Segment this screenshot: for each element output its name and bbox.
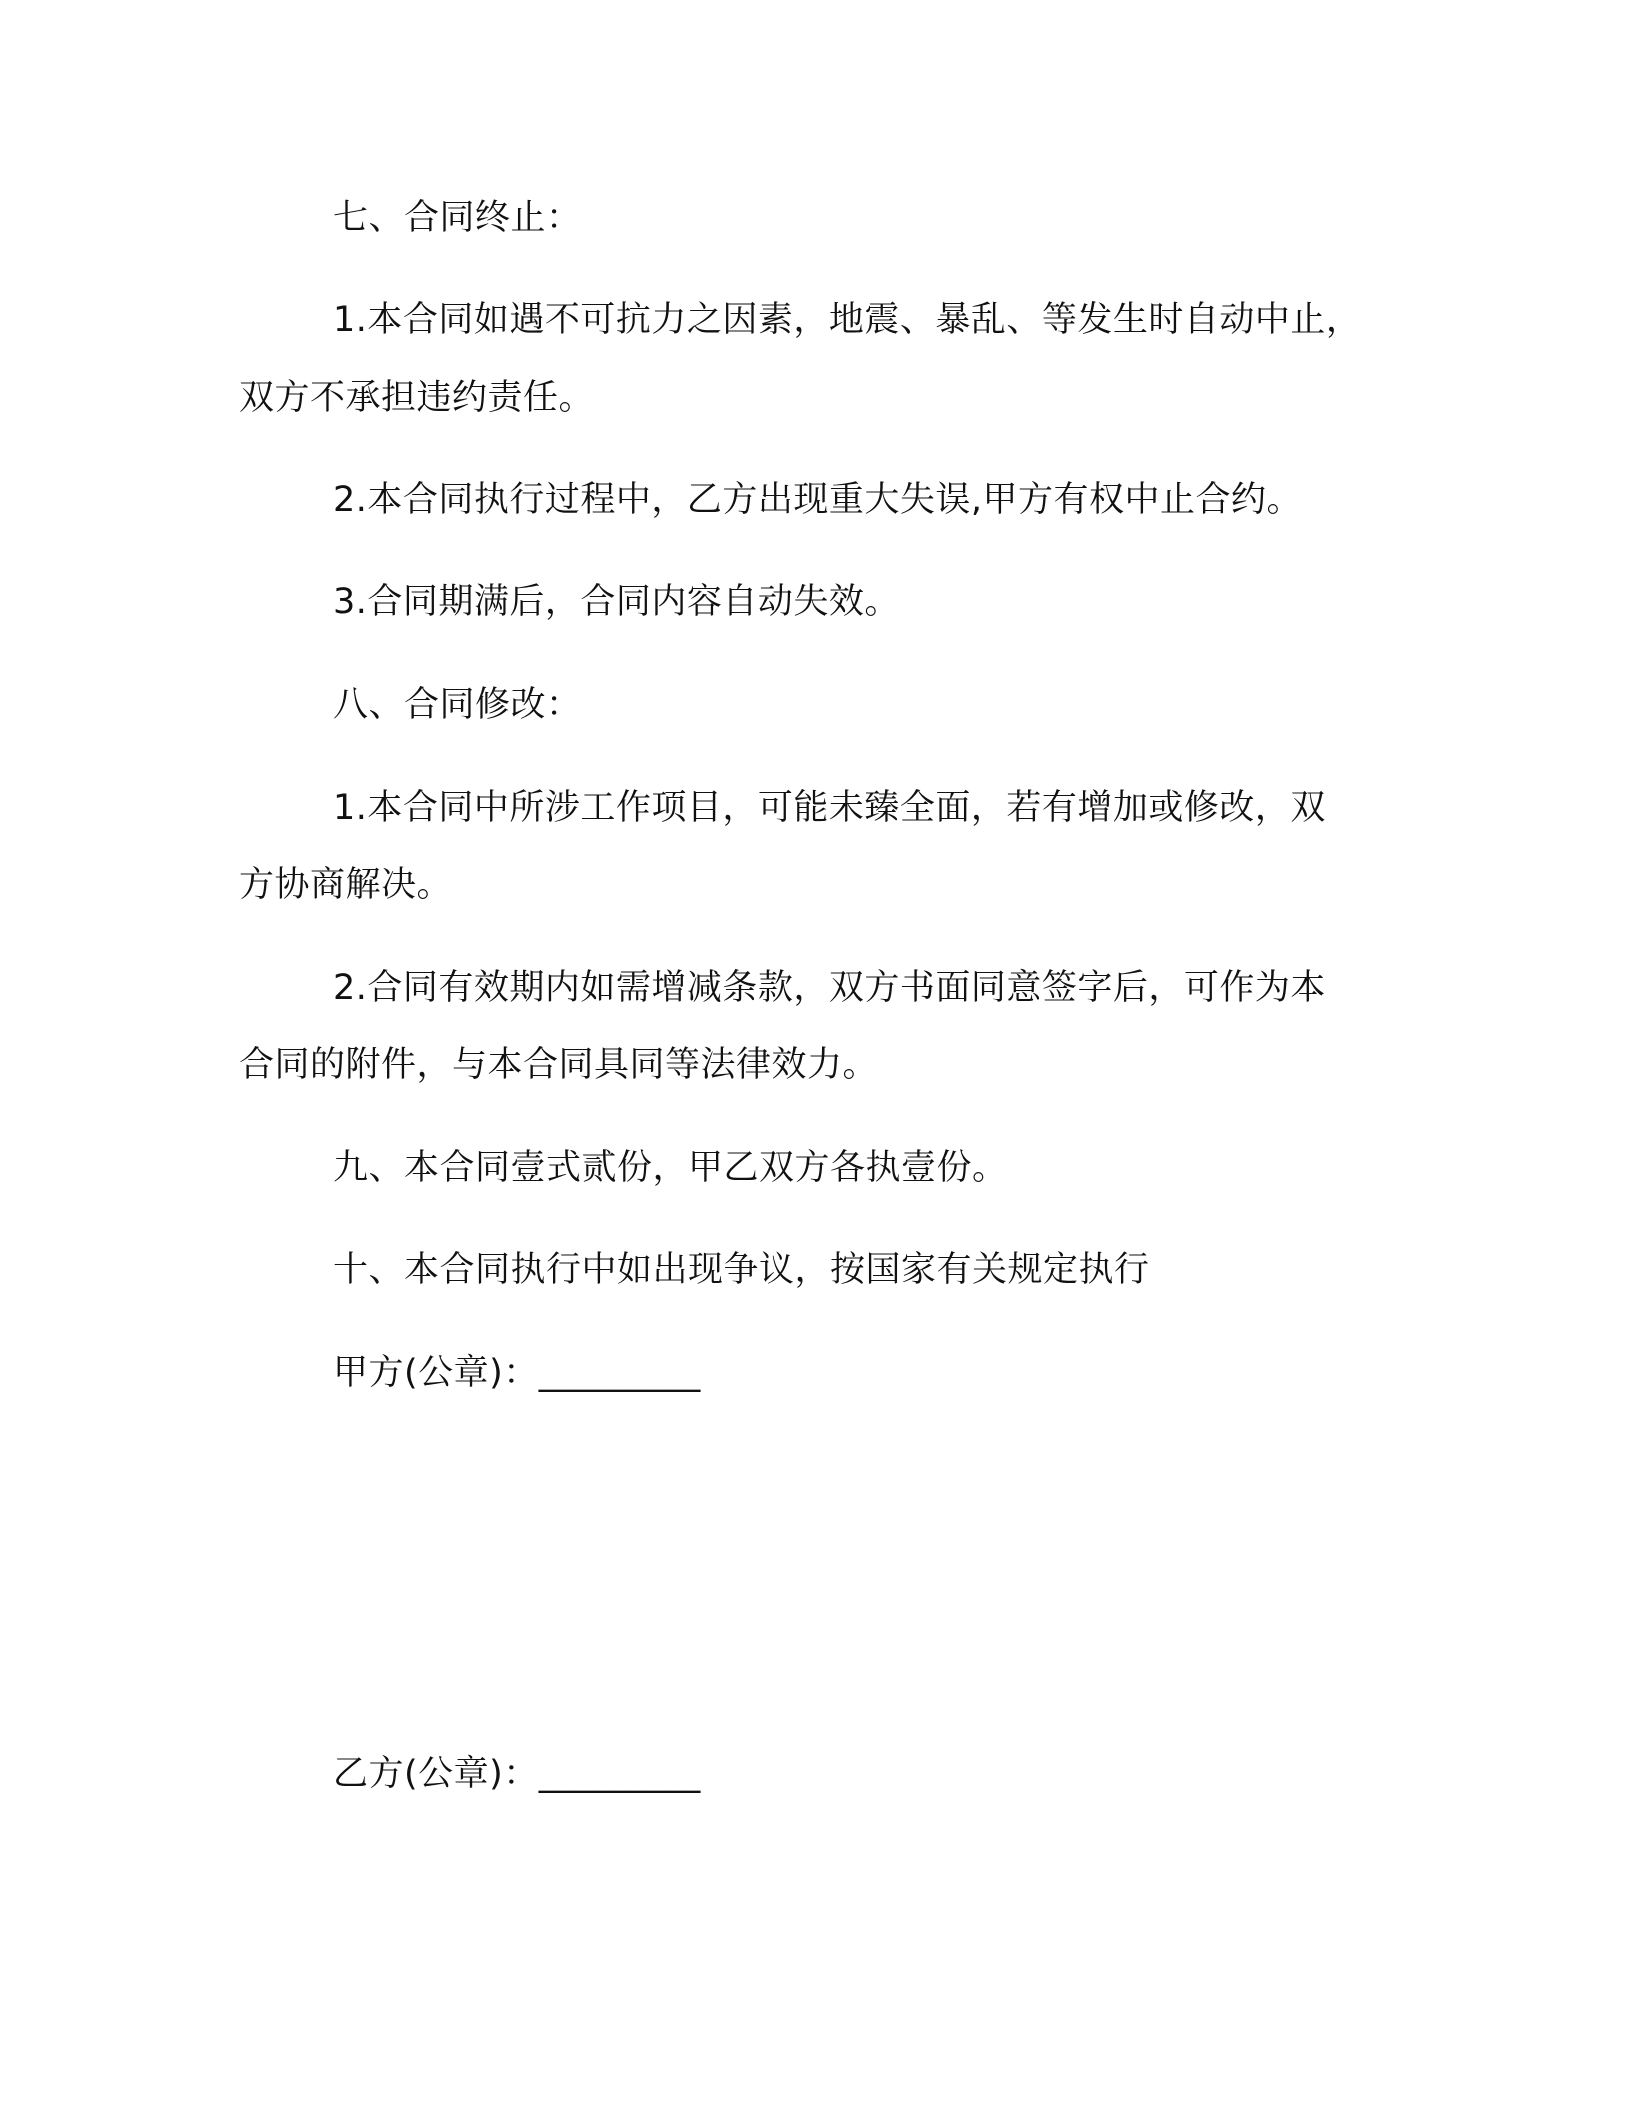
clause-7-1-line-2: 双方不承担违约责任。 xyxy=(239,378,595,418)
section-7-heading: 七、合同终止： xyxy=(333,198,582,238)
party-a-signature: 甲方(公章)：_________ xyxy=(333,1353,701,1393)
clause-7-2: 2.本合同执行过程中，乙方出现重大失误,甲方有权中止合约。 xyxy=(333,480,1303,520)
clause-7-1-line-1: 1.本合同如遇不可抗力之因素，地震、暴乱、等发生时自动中止， xyxy=(333,300,1362,340)
clause-8-2-line-2: 合同的附件，与本合同具同等法律效力。 xyxy=(239,1045,879,1085)
section-10: 十、本合同执行中如出现争议，按国家有关规定执行 xyxy=(333,1250,1150,1290)
clause-8-1-line-2: 方协商解决。 xyxy=(239,865,453,905)
party-b-signature: 乙方(公章)：_________ xyxy=(333,1754,701,1794)
section-9: 九、本合同壹式贰份，甲乙双方各执壹份。 xyxy=(333,1148,1008,1188)
clause-8-2-line-1: 2.合同有效期内如需增减条款，双方书面同意签字后，可作为本 xyxy=(333,968,1326,1008)
section-8-heading: 八、合同修改： xyxy=(333,685,582,725)
clause-7-3: 3.合同期满后，合同内容自动失效。 xyxy=(333,582,900,622)
clause-8-1-line-1: 1.本合同中所涉工作项目，可能未臻全面，若有增加或修改，双 xyxy=(333,788,1326,828)
